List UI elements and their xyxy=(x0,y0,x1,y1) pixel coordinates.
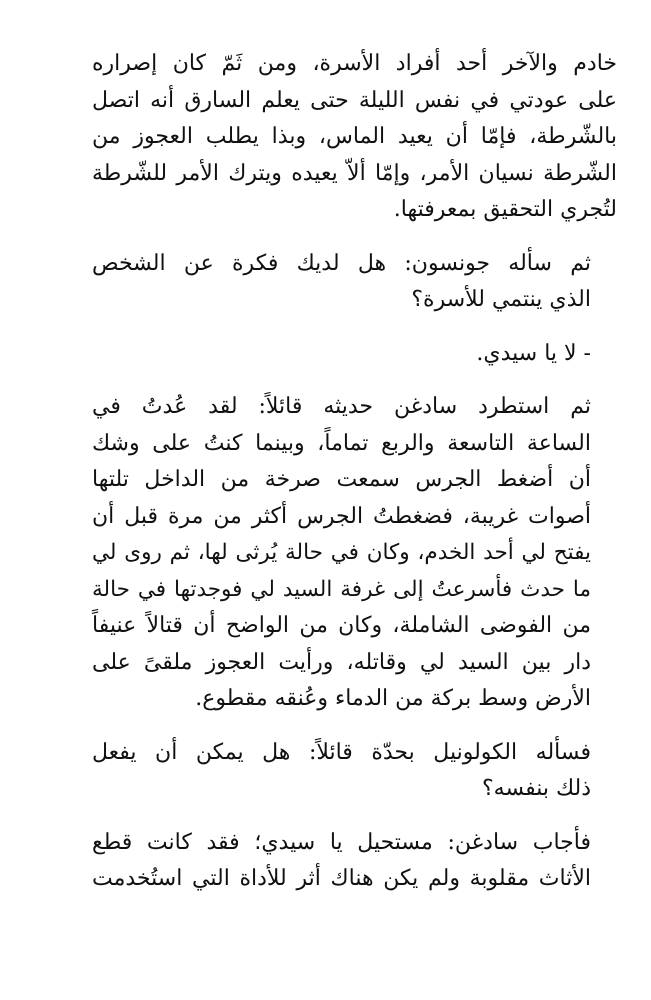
text-line: أن أضغط الجرس سمعت صرخة من الداخل تلتها xyxy=(92,467,591,492)
paragraph xyxy=(92,735,617,808)
text-line: الأثاث مقلوبة ولم يكن هناك أثر للأداة التي استُخدمت xyxy=(92,866,591,891)
text-line: يفتح لي أحد الخدم، وكان في حالة يُرثى لها، ثم روى لي xyxy=(92,540,591,565)
text-line: ذلك بنفسه؟ xyxy=(481,776,591,801)
paragraph xyxy=(92,825,617,898)
text-line: لتُجري التحقيق بمعرفتها. xyxy=(393,197,617,222)
text-line: الشّرطة نسيان الأمر، وإمّا ألاّ يعيده ويترك الأمر للشّرطة xyxy=(92,160,617,186)
text-line: أصوات غريبة، فضغطتُ الجرس أكثر من مرة قبل أن xyxy=(92,503,591,529)
text-line: ما حدث فأسرعتُ إلى غرفة السيد لي فوجدتها في حالة xyxy=(92,576,591,602)
paragraph xyxy=(92,389,617,718)
book-page xyxy=(92,46,617,915)
text-line: من الفوضى الشاملة، وكان من الواضح أن قتالاً عنيفاً xyxy=(92,613,591,638)
text-line: دار بين السيد لي وقاتله، ورأيت العجوز ملقىً على xyxy=(92,649,591,675)
text-line: الأرض وسط بركة من الدماء وعُنقه مقطوع. xyxy=(195,686,591,711)
text-line: فأجاب سادغن: مستحيل يا سيدي؛ فقد كانت قطع xyxy=(92,829,591,855)
paragraph xyxy=(92,46,617,229)
text-line: على عودتي في نفس الليلة حتى يعلم السارق أنه اتصل xyxy=(92,87,617,113)
text-line: بالشّرطة، فإمّا أن يعيد الماس، وبذا يطلب العجوز من xyxy=(92,124,617,149)
text-line: ثم استطرد سادغن حديثه قائلاً: لقد عُدتُ في xyxy=(92,394,591,419)
text-line: فسأله الكولونيل بحدّة قائلاً: هل يمكن أن يفعل xyxy=(92,739,591,765)
paragraph xyxy=(92,336,617,373)
text-line: الذي ينتمي للأسرة؟ xyxy=(411,287,591,312)
text-line: خادم والآخر أحد أفراد الأسرة، ومن ثَمّ كان إصراره xyxy=(92,51,617,76)
text-line: ثم سأله جونسون: هل لديك فكرة عن الشخص xyxy=(92,250,591,276)
paragraph xyxy=(92,246,617,319)
text-line: - لا يا سيدي. xyxy=(476,340,591,366)
text-line: الساعة التاسعة والربع تماماً، وبينما كنتُ على وشك xyxy=(92,430,591,456)
